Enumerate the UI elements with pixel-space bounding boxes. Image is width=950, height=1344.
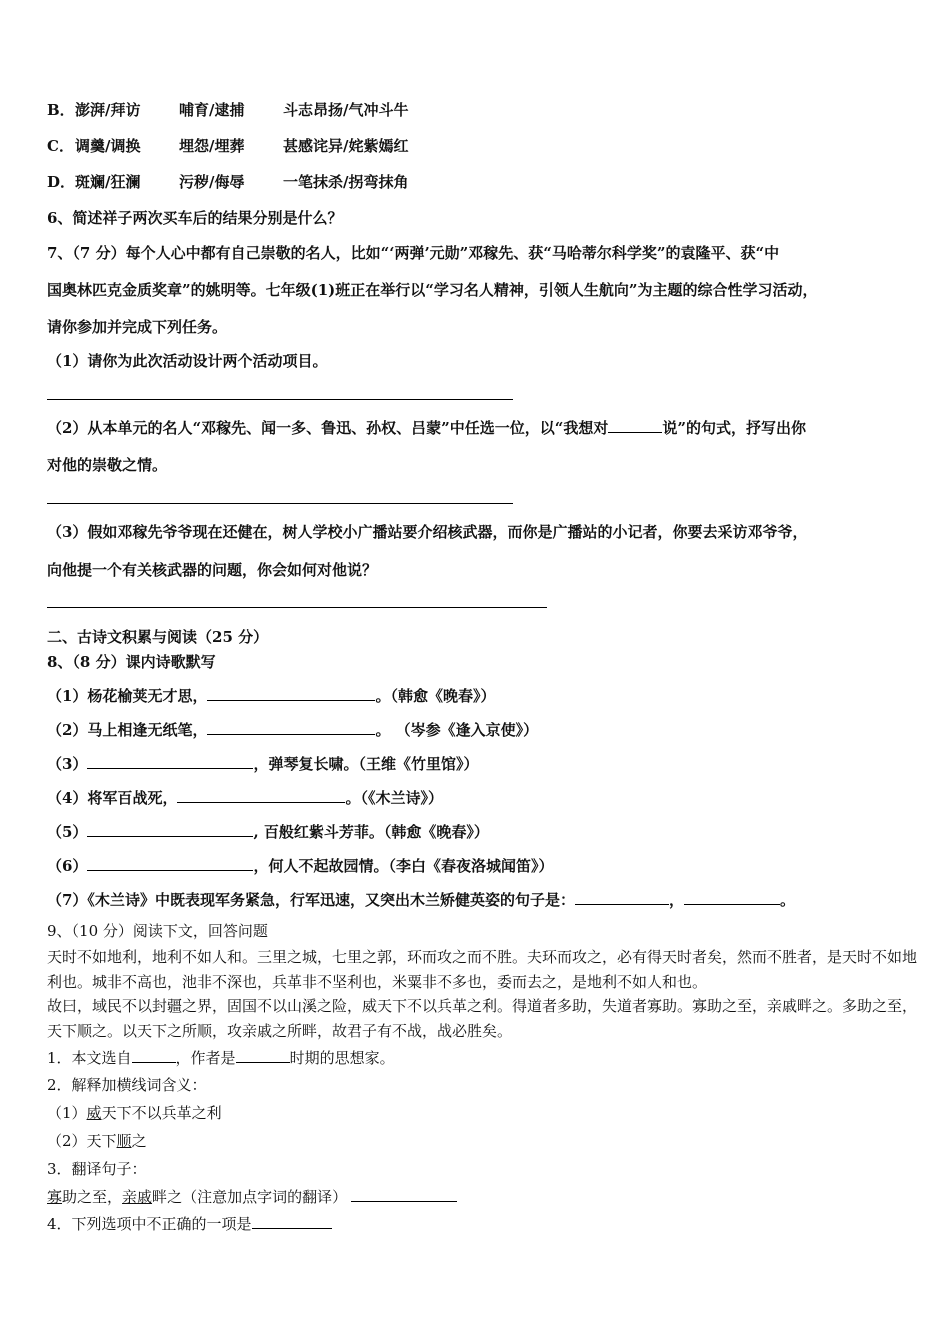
answer-blank[interactable] [236,1047,290,1063]
sub-question-2: 2．解释加横线词含义： [47,1076,207,1094]
sub-question-4: 4．下列选项中不正确的一项是 [47,1213,332,1234]
sub-question-2-2: （2）天下顺之 [47,1132,147,1150]
option-letter: D． [47,173,76,191]
question-7-sub2-cont: 对他的崇敬之情。 [47,456,168,474]
answer-blank[interactable] [252,1213,332,1229]
option-pair-3: 斗志昂扬/气冲斗牛 [283,101,409,119]
question-7-sub3: （3）假如邓稼先爷爷现在还健在，树人学校小广播站要介绍核武器，而你是广播站的小记者，你要去采访邓爷爷， [47,523,808,541]
question-8-title: 8、（8 分）课内诗歌默写 [47,653,216,671]
option-letter: C． [47,137,74,155]
answer-blank[interactable] [132,1047,176,1063]
option-pair-2: 埋怨/埋葬 [179,137,245,155]
answer-blank[interactable] [684,889,780,905]
option-pair-2: 污秽/侮辱 [179,173,245,191]
answer-line-1[interactable] [47,399,513,400]
question-7-sub2: （2）从本单元的名人“邓稼先、闻一多、鲁迅、孙权、吕蒙”中任选一位，以“我想对 说”的句式，抒写出你 [47,419,806,437]
answer-blank[interactable] [608,417,662,433]
answer-blank[interactable] [87,855,253,871]
option-letter: B． [47,101,75,119]
poem-line-1: （1）杨花榆荚无才思， 。（韩愈《晚春》） [47,687,496,705]
answer-line-2[interactable] [47,503,513,504]
question-6: 6、简述祥子两次买车后的结果分别是什么？ [47,209,343,227]
question-7-line1: 7、（7 分）每个人心中都有自己崇敬的名人，比如“‘两弹’元勋”邓稼先、获“马哈蒂尔科学奖”的袁隆平、获“中 [47,244,780,262]
option-pair-1: 澎湃/拜访 [75,101,141,119]
poem-line-4: （4）将军百战死， 。（《木兰诗》） [47,789,443,807]
poem-line-2: （2）马上相逢无纸笔， 。 （岑参《逢入京使》） [47,721,539,739]
answer-blank[interactable] [575,889,669,905]
option-pair-3: 甚感诧异/姹紫嫣红 [283,137,409,155]
question-7-line3: 请你参加并完成下列任务。 [47,318,228,336]
sub-question-3: 3．翻译句子： [47,1160,147,1178]
answer-blank[interactable] [207,719,375,735]
passage-paragraph-1: 天时不如地利，地利不如人和。三里之城，七里之郭，环而攻之而不胜。夫环而攻之，必有得天时者矣，然而不胜者，是天时不如地利也。城非不高也，池非不深也，兵革非不坚利也，米粟非不多也，委而去之，是地利不如人和也。 [47,948,918,991]
poem-line-5: （5） , 百般红紫斗芳菲。（韩愈《晚春》） [47,823,489,841]
option-pair-1: 调羹/调换 [75,137,141,155]
section-2-heading: 二、古诗文积累与阅读（25 分） [47,628,269,646]
question-7-sub3-cont: 向他提一个有关核武器的问题，你会如何对他说？ [47,561,378,579]
option-d [47,172,408,192]
answer-blank[interactable] [87,753,253,769]
option-pair-1: 斑斓/狂澜 [75,173,141,191]
option-c [47,136,408,156]
sub-question-2-1: （1）威天下不以兵革之利 [47,1104,222,1122]
poem-line-3: （3） ，弹琴复长啸。（王维《竹里馆》） [47,755,479,773]
question-9-title: 9、（10 分）阅读下文，回答问题 [47,922,268,940]
answer-blank[interactable] [177,787,345,803]
option-pair-3: 一笔抹杀/拐弯抹角 [283,173,409,191]
answer-blank[interactable] [87,821,253,837]
sub-question-1: 1．本文选自 ，作者是 时期的思想家。 [47,1049,395,1067]
option-pair-2: 哺育/逮捕 [179,101,245,119]
answer-line-3[interactable] [47,607,547,608]
poem-line-6: （6） ，何人不起故园情。（李白《春夜洛城闻笛》） [47,857,554,875]
answer-blank[interactable] [207,685,375,701]
option-b [47,100,408,120]
passage-paragraph-2: 故曰，域民不以封疆之界，固国不以山溪之险，威天下不以兵革之利。得道者多助，失道者寡助。寡助之至，亲戚畔之。多助之至，天下顺之。以天下之所顺，攻亲戚之所畔，故君子有不战，战必胜矣。 [47,997,918,1040]
sub-question-3-sentence: 寡助之至，亲戚畔之（注意加点字词的翻译） [47,1186,457,1207]
question-7-line2: 国奥林匹克金质奖章”的姚明等。七年级(1)班正在举行以“学习名人精神，引领人生航向”为主题的综合性学习活动， [47,281,818,299]
poem-line-7: （7）《木兰诗》中既表现军务紧急，行军迅速，又突出木兰矫健英姿的句子是： ， 。 [47,891,795,909]
question-7-sub1: （1）请你为此次活动设计两个活动项目。 [47,352,328,370]
answer-blank[interactable] [351,1186,457,1202]
